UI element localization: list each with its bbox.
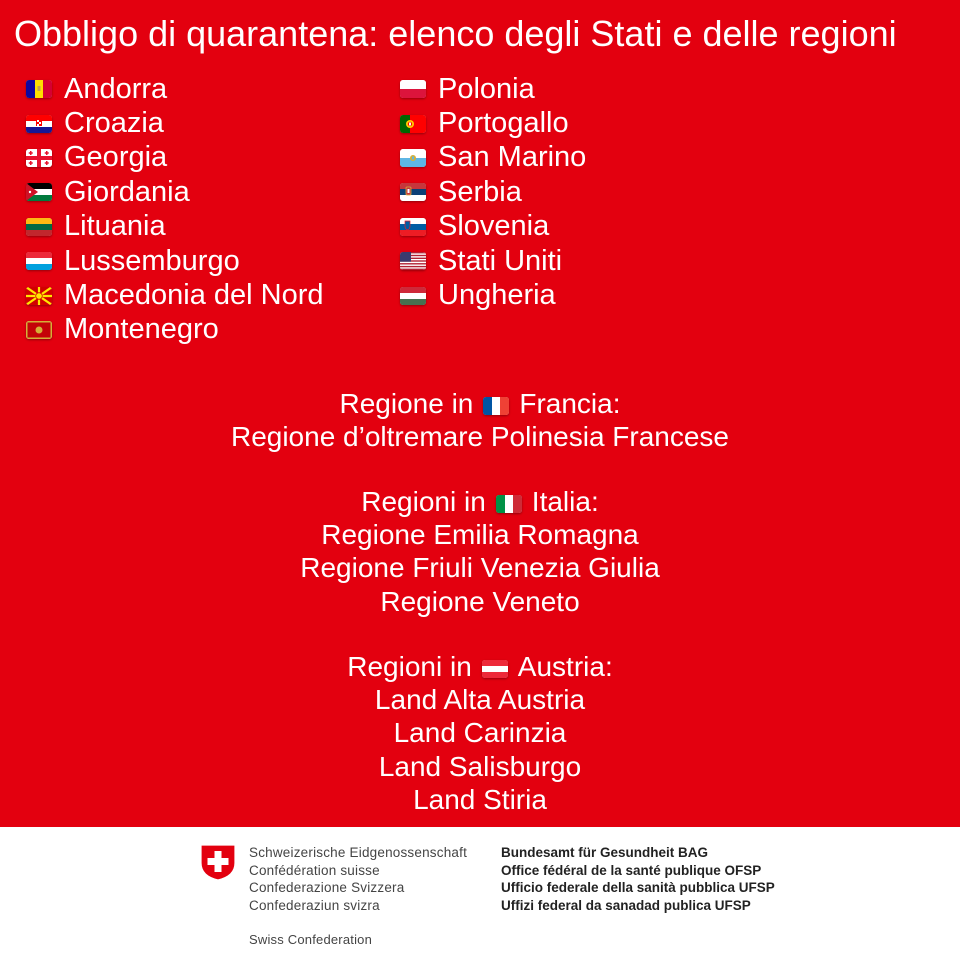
office-line: Office fédéral de la santé publique OFSP	[501, 862, 762, 878]
page-title: Obbligo di quarantena: elenco degli Stati e delle regioni	[14, 13, 897, 54]
confederation-line: Confédération suisse	[249, 862, 380, 878]
region-heading	[0, 485, 960, 518]
country-item	[26, 72, 324, 106]
region-prefix: Regioni in	[347, 651, 472, 682]
country-name: Andorra	[64, 72, 168, 105]
country-list-left	[26, 72, 324, 347]
country-name: Slovenia	[438, 210, 550, 243]
country-item	[400, 141, 586, 175]
country-list-right	[400, 72, 586, 313]
croatia-flag-icon	[26, 115, 52, 133]
country-name: Croazia	[64, 107, 164, 140]
region-item: Land Alta Austria	[374, 684, 586, 716]
office-line: Bundesamt für Gesundheit BAG	[501, 845, 709, 860]
country-name: Georgia	[64, 141, 168, 174]
country-item	[26, 210, 324, 244]
country-item	[400, 278, 586, 312]
region-heading	[0, 650, 960, 683]
region-country: Francia:	[519, 388, 621, 419]
region-item: Land Stiria	[413, 783, 547, 815]
region-item: Regione Friuli Venezia Giulia	[300, 552, 660, 584]
region-france	[0, 387, 960, 453]
region-item: Regione Veneto	[380, 585, 580, 617]
office-names	[501, 844, 775, 914]
hungary-flag-icon	[400, 287, 426, 305]
country-item	[26, 244, 324, 278]
office-line: Ufficio federale della sanità pubblica UFSP	[501, 880, 775, 895]
region-austria	[0, 650, 960, 816]
country-item	[400, 210, 586, 244]
andorra-flag-icon	[26, 80, 52, 98]
country-name: San Marino	[438, 141, 587, 174]
country-item	[26, 175, 324, 209]
country-name: Ungheria	[438, 279, 556, 312]
france-flag-icon	[483, 397, 509, 415]
lithuania-flag-icon	[26, 218, 52, 236]
footer	[0, 827, 960, 960]
country-item	[26, 278, 324, 312]
slovenia-flag-icon	[400, 218, 426, 236]
north-macedonia-flag-icon	[26, 287, 52, 305]
jordan-flag-icon	[26, 183, 52, 201]
serbia-flag-icon	[400, 183, 426, 201]
country-name: Portogallo	[438, 107, 569, 140]
country-item	[400, 175, 586, 209]
region-item: Land Carinzia	[393, 717, 567, 749]
region-country: Austria:	[517, 651, 613, 682]
country-item	[26, 106, 324, 140]
region-heading	[0, 387, 960, 420]
region-item: Regione d’oltremare Polinesia Francese	[230, 421, 730, 453]
swiss-cross-icon	[199, 843, 237, 881]
portugal-flag-icon	[400, 115, 426, 133]
austria-flag-icon	[482, 660, 508, 678]
country-name: Montenegro	[64, 313, 219, 346]
region-italy	[0, 485, 960, 618]
poland-flag-icon	[400, 80, 426, 98]
country-item	[26, 141, 324, 175]
confederation-line: Schweizerische Eidgenossenschaft	[249, 845, 468, 860]
country-name: Serbia	[438, 175, 522, 208]
confederation-line: Confederazione Svizzera	[249, 880, 405, 895]
country-item	[26, 313, 324, 347]
country-name: Polonia	[438, 72, 535, 105]
swiss-confederation-label: Swiss Confederation	[249, 932, 373, 947]
san-marino-flag-icon	[400, 149, 426, 167]
region-country: Italia:	[531, 486, 599, 517]
office-line: Uffizi federal da sanadad publica UFSP	[501, 897, 751, 913]
region-item: Regione Emilia Romagna	[321, 519, 639, 551]
italy-flag-icon	[496, 495, 522, 513]
region-prefix: Regioni in	[361, 486, 486, 517]
usa-flag-icon	[400, 252, 426, 270]
region-prefix: Regione in	[339, 388, 474, 419]
country-item	[400, 106, 586, 140]
luxembourg-flag-icon	[26, 252, 52, 270]
region-item: Land Salisburgo	[378, 750, 582, 782]
country-name: Stati Uniti	[438, 244, 563, 277]
country-name: Macedonia del Nord	[64, 279, 324, 312]
country-name: Lituania	[64, 210, 166, 243]
montenegro-flag-icon	[26, 321, 52, 339]
country-name: Giordania	[64, 175, 190, 208]
country-item	[400, 72, 586, 106]
confederation-names	[249, 844, 467, 914]
confederation-line: Confederaziun svizra	[249, 897, 380, 913]
country-name: Lussemburgo	[64, 244, 240, 277]
country-item	[400, 244, 586, 278]
georgia-flag-icon	[26, 149, 52, 167]
